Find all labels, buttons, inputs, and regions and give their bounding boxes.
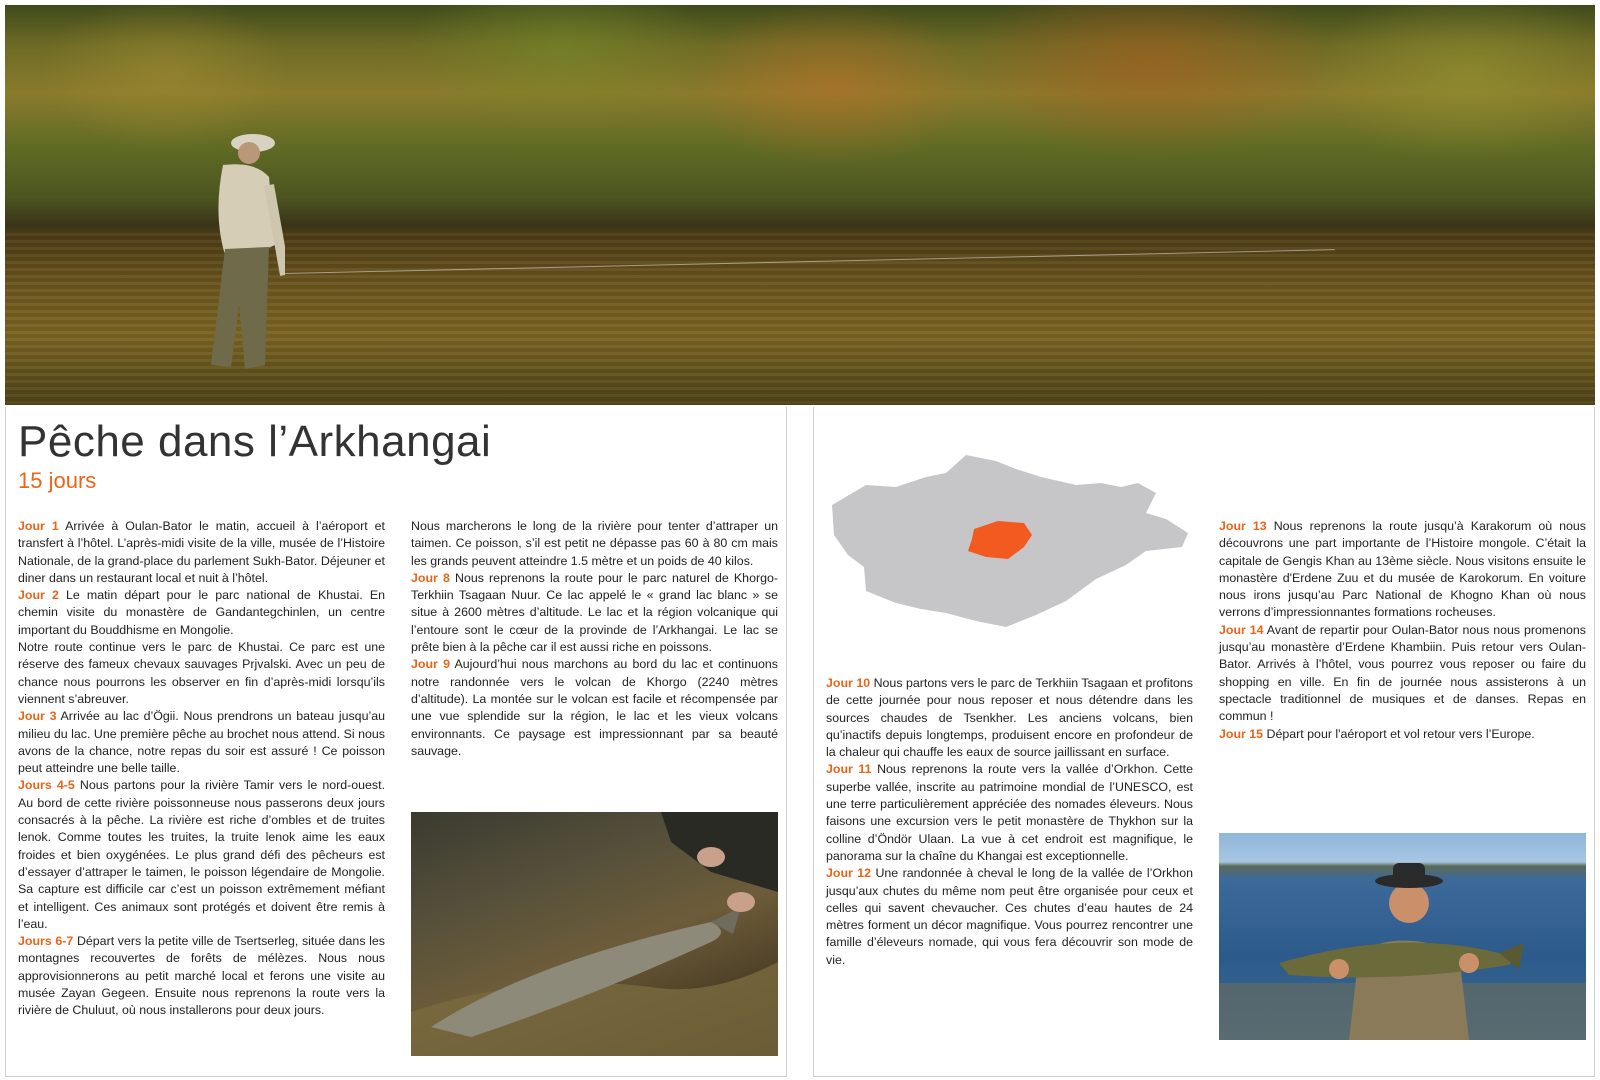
day-label: Jour 8 bbox=[411, 570, 450, 585]
day-label: Jours 6-7 bbox=[18, 934, 74, 949]
day-text: Le matin départ pour le parc national de Khustai. En chemin visite du monastère de Gandantegchinlen, un centre important du Bouddhisme en Mongolie. bbox=[18, 588, 385, 637]
day-entry-6-7-continued: Nous marcherons le long de la rivière pour tenter d’attraper un taimen. Ce poisson, s’il est petit ne dépasse pas 60 à 80 cm mais les grands peuvent atteindre 1.5 mètre et un poids de 40 kilos. bbox=[411, 519, 778, 568]
day-entry-12 bbox=[826, 865, 1193, 969]
day-entry-8 bbox=[411, 570, 778, 656]
day-label: Jour 13 bbox=[1219, 519, 1267, 533]
day-entry-1 bbox=[18, 518, 385, 587]
day-label: Jour 10 bbox=[826, 676, 871, 690]
day-entry-13 bbox=[1219, 518, 1586, 622]
day-text: Départ pour l'aéroport et vol retour vers l’Europe. bbox=[1266, 726, 1535, 741]
day-label: Jour 12 bbox=[826, 866, 872, 881]
day-entry-9 bbox=[411, 656, 778, 760]
angler-figure bbox=[165, 125, 285, 375]
itinerary-column-4 bbox=[1219, 518, 1586, 743]
day-entry-2 bbox=[18, 587, 385, 639]
day-text: Nous reprenons la route vers la vallée d’Orkhon. Cette superbe vallée, inscrite au patrimoine mondial de l’UNESCO, est une terre particulièrement appréciée des nomades éleveurs. Nous faisons une excursion vers le petit monastère de Thykhon sur la colline d’Öndör Ulaan. La vue à cet endroit est magnifique, le panorama sur la chaîne du Khangai est exceptionnelle. bbox=[826, 762, 1193, 863]
day-text: Arrivée au lac d’Ögii. Nous prendrons un bateau jusqu’au milieu du lac. Une première pêche au brochet nous attend. Si nous avons de la chance, notre repas du soir est assuré ! Ce poisson peut atteindre une belle taille. bbox=[18, 709, 385, 776]
photo-taimen-release bbox=[411, 812, 778, 1056]
itinerary-column-1 bbox=[18, 518, 385, 1020]
duration-subtitle: 15 jours bbox=[18, 468, 97, 493]
day-entry-11 bbox=[826, 761, 1193, 865]
day-entry-14 bbox=[1219, 622, 1586, 726]
day-entry-15 bbox=[1219, 726, 1586, 743]
day-label: Jour 2 bbox=[18, 588, 59, 603]
day-entry-6-7 bbox=[18, 933, 385, 1019]
day-entry-2-continued: Notre route continue vers le parc de Khustai. Ce parc est une réserve des fameux chevaux sauvages Prjvalski. Avec un peu de chance nous pourrons les observer en fin d’après-midi lorsqu’ils viennent s’abreuver. bbox=[18, 640, 385, 706]
day-text: Nous partons pour la rivière Tamir vers le nord-ouest. Au bord de cette rivière poissonneuse nous passerons deux jours consacrés à la pêche. La rivière est riche d’ombles et de truites lenok. Comme toutes les truites, la truite lenok aime les eaux froides et bien oxygénées. Le plus grand défi des pêcheurs est d’essayer d’attraper le taimen, le poisson légendaire de Mongolie. Sa capture est difficile car c’est un poisson extrêmement méfiant et intelligent. Ces animaux sont protégés et doivent être remis à l’eau. bbox=[18, 778, 386, 931]
day-text: Arrivée à Oulan-Bator le matin, accueil à l’aéroport et transfert à l’hôtel. L’après-midi visite de la ville, musée de l’Histoire Nationale, de la grand-place du parlement Sukh-Bator. Déjeuner et diner dans un restaurant local et nuit à l’hôtel. bbox=[18, 519, 386, 585]
day-entry-3 bbox=[18, 708, 385, 777]
day-text: Nous reprenons la route jusqu’à Karakorum où nous découvrons une part importante de l’Histoire mongole. C’était la capitale de Gengis Khan au 13ème siècle. Nous visitons ensuite le monastère d'Erdene Zuu et du musée de Karokorum. En voiture nous irons jusqu’au Parc National de Khogno Khan où nous verrons d’impressionnantes formations rocheuses. bbox=[1219, 519, 1587, 620]
hero-photo-fly-fishing bbox=[5, 5, 1595, 405]
itinerary-column-2 bbox=[411, 518, 778, 760]
day-entry-10 bbox=[826, 675, 1193, 761]
photo-angler-with-pike bbox=[1219, 833, 1586, 1040]
day-label: Jour 15 bbox=[1219, 726, 1264, 741]
day-label: Jours 4-5 bbox=[18, 778, 75, 793]
day-text: Une randonnée à cheval le long de la vallée de l’Orkhon jusqu’aux chutes du même nom peut être organisée pour ceux et celles qui savent chevaucher. Ces chutes d’eau hautes de 24 mètres forment un décor magnifique. Vous pourrez rencontrer une famille d’éleveurs nomade, qui vous fera découvrir son mode de vie. bbox=[826, 866, 1193, 967]
day-label: Jour 9 bbox=[411, 657, 450, 672]
itinerary-column-3 bbox=[826, 675, 1193, 969]
day-label: Jour 14 bbox=[1219, 622, 1264, 637]
page-title: Pêche dans l’Arkhangai bbox=[18, 417, 492, 466]
day-entry-4-5 bbox=[18, 777, 385, 933]
day-text: Nous reprenons la route pour le parc naturel de Khorgo-Terkhiin Tsagaan Nuur. Ce lac appelé le « grand lac blanc » se situe à 2600 mètres d’altitude. Le lac et la région volcanique qui l’entoure sont le cœur de la provinde de l’Arkhangai. Le lac se prête bien à la pêche car il est aussi riche en poissons. bbox=[411, 570, 778, 655]
day-label: Jour 11 bbox=[826, 762, 872, 777]
day-text: Nous partons vers le parc de Terkhiin Tsagaan et profitons de cette journée pour nous reposer et nous détendre dans les sources chaudes de Tsenkher. Les anciens volcans, bien qu’inactifs depuis longtemps, produisent encore en profondeur de la chaleur qui chauffe les eaux de source jaillissant en surface. bbox=[826, 676, 1193, 760]
day-text: Aujourd’hui nous marchons au bord du lac et continuons notre randonnée vers le volcan de Khorgo (2240 mètres d’altitude). La montée sur le volcan est facile et récompensée par une vue splendide sur la région, le lac et les vieux volcans environnants. Ce paysage est impressionnant par sa beauté sauvage. bbox=[411, 657, 779, 758]
mongolia-map bbox=[826, 455, 1196, 640]
day-label: Jour 1 bbox=[18, 519, 59, 533]
day-text: Avant de repartir pour Oulan-Bator nous nous promenons jusqu’au monastère d’Erdene Khambiin. Puis retour vers Oulan-Bator. Arrivés à l’hôtel, vous pourrez vous reposer ou faire du shopping en ville. En fin de journée nous assisterons à un spectacle traditionnel de musiques et de danses. Repas en commun ! bbox=[1219, 622, 1586, 724]
day-label: Jour 3 bbox=[18, 709, 57, 724]
day-text: Départ vers la petite ville de Tsertserleg, située dans les montagnes recouvertes de forêts de mélèzes. Nous nous approvisionnerons au petit marché local et ferons une visite au musée Zayan Gegeen. Ensuite nous reprenons la route vers la rivière de Chuluut, où nous installerons pour deux jours. bbox=[18, 934, 386, 1018]
